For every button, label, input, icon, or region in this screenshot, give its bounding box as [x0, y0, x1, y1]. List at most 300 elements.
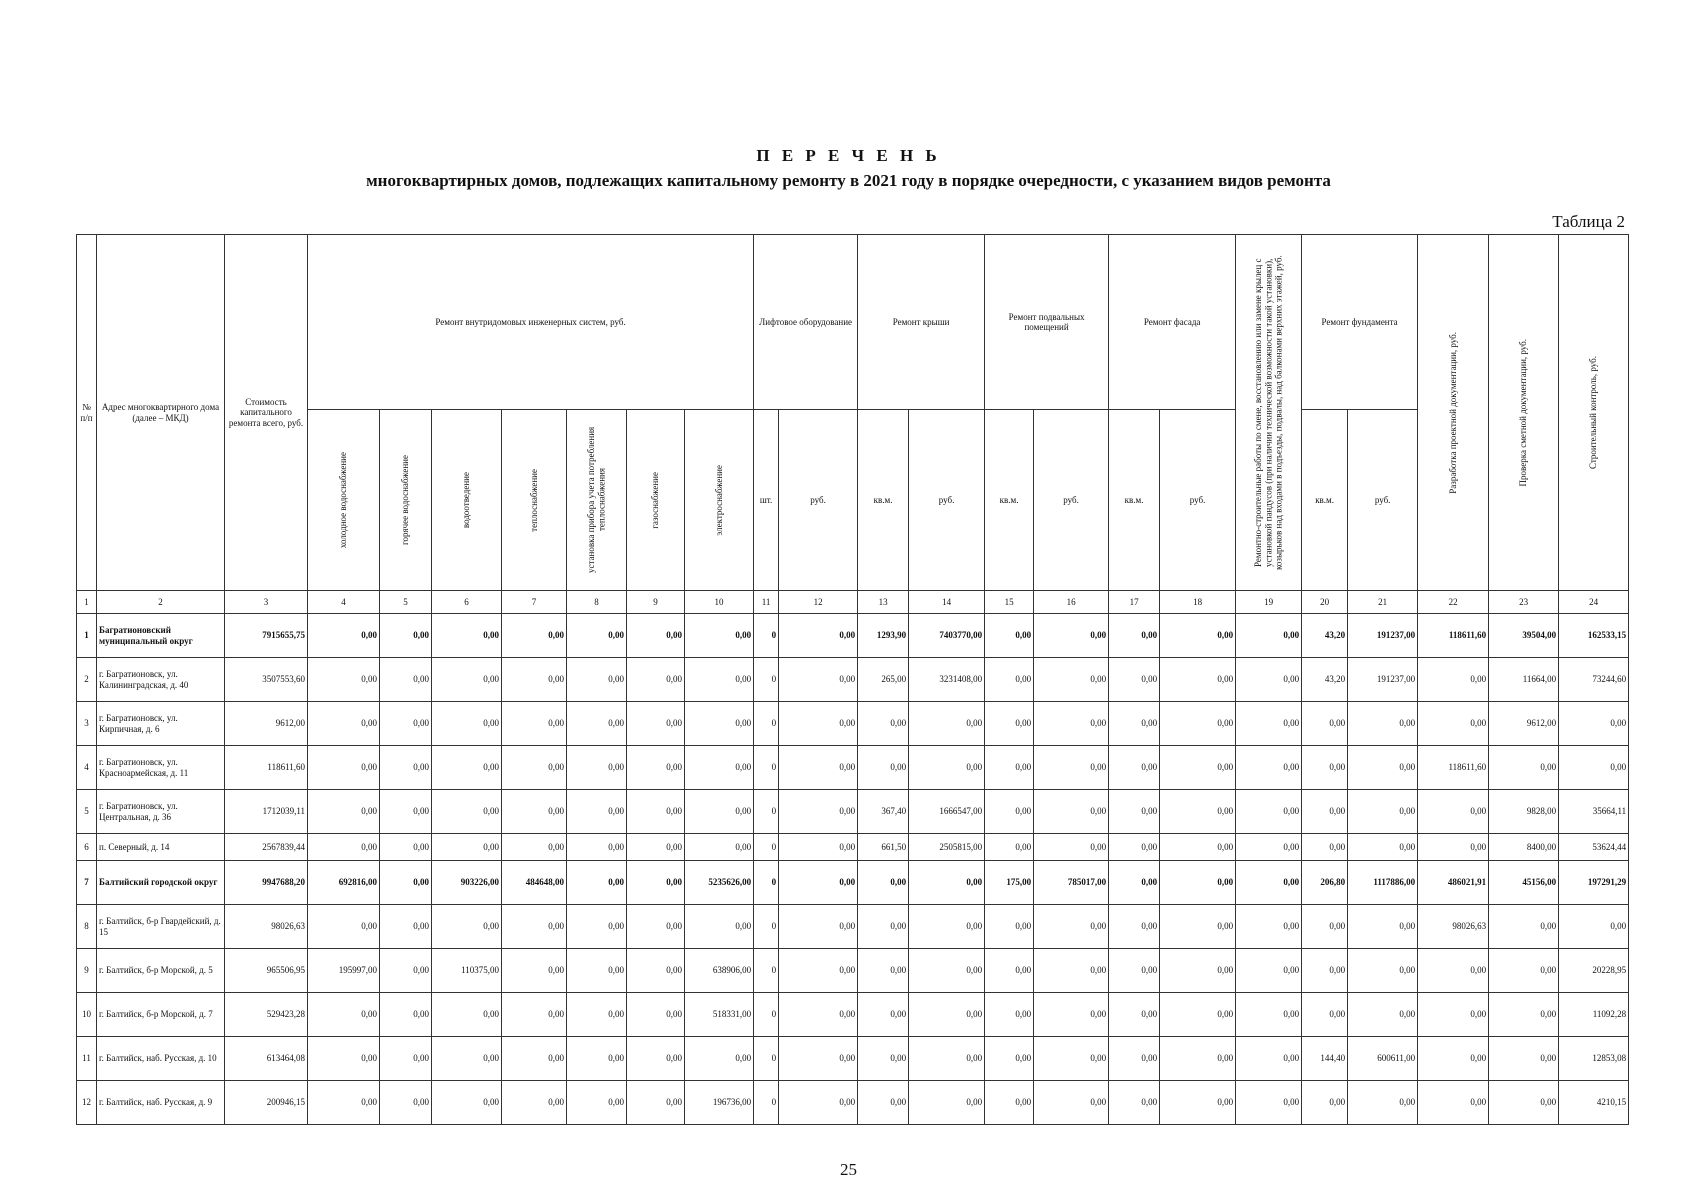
row-number: 9 — [77, 949, 97, 993]
row-value: 20228,95 — [1559, 949, 1629, 993]
table-row — [77, 746, 1629, 790]
row-value: 53624,44 — [1559, 834, 1629, 861]
row-value: 144,40 — [1302, 1037, 1348, 1081]
row-address: г. Багратионовск, ул. Красноармейская, д. 11 — [97, 746, 225, 790]
row-value: 0,00 — [627, 1037, 685, 1081]
row-value: 0,00 — [1302, 993, 1348, 1037]
row-value: 0,00 — [985, 746, 1034, 790]
row-value: 0,00 — [909, 993, 985, 1037]
row-value: 0,00 — [1418, 993, 1489, 1037]
row-value: 43,20 — [1302, 658, 1348, 702]
column-number: 8 — [567, 591, 627, 614]
row-value: 0,00 — [627, 905, 685, 949]
row-value: 0,00 — [779, 614, 858, 658]
row-value: 0,00 — [779, 1037, 858, 1081]
row-value: 0,00 — [380, 746, 432, 790]
row-value: 0,00 — [1034, 658, 1109, 702]
row-value: 0,00 — [779, 746, 858, 790]
header-eng-text: водоотведение — [461, 471, 472, 529]
row-value: 0,00 — [1160, 614, 1236, 658]
header-engineering: Ремонт внутридомовых инженерных систем, руб. — [308, 235, 754, 410]
row-value: 965506,95 — [225, 949, 308, 993]
row-number: 11 — [77, 1037, 97, 1081]
header-eng-heating — [502, 410, 567, 591]
header-eng-heat-meter — [567, 410, 627, 591]
row-value: 175,00 — [985, 861, 1034, 905]
row-value: 0,00 — [1109, 905, 1160, 949]
table-row — [77, 949, 1629, 993]
header-construction-control — [1559, 235, 1629, 591]
row-value: 0,00 — [1236, 1037, 1302, 1081]
table-row — [77, 790, 1629, 834]
header-eng-text: электроснабжение — [713, 464, 724, 536]
row-address: г. Багратионовск, ул. Калининградская, д. 40 — [97, 658, 225, 702]
row-address: г. Багратионовск, ул. Центральная, д. 36 — [97, 790, 225, 834]
page-number: 25 — [840, 1160, 857, 1179]
row-value: 0,00 — [1034, 1081, 1109, 1125]
repair-table — [76, 234, 1629, 1125]
row-value: 0,00 — [779, 949, 858, 993]
row-value: 0,00 — [380, 905, 432, 949]
row-value: 0,00 — [567, 861, 627, 905]
column-number-row — [77, 591, 1629, 614]
header-total: Стоимость капитального ремонта всего, руб. — [225, 235, 308, 591]
column-number: 13 — [858, 591, 909, 614]
row-value: 0,00 — [1160, 790, 1236, 834]
row-value: 0,00 — [627, 746, 685, 790]
row-value: 0,00 — [1348, 702, 1418, 746]
row-value: 0,00 — [1348, 993, 1418, 1037]
row-value: 0,00 — [1236, 614, 1302, 658]
row-address: Балтийский городской округ — [97, 861, 225, 905]
row-value: 0,00 — [909, 702, 985, 746]
row-value: 0,00 — [432, 702, 502, 746]
header-design-docs-text: Разработка проектной документации, руб. — [1447, 331, 1458, 494]
row-value: 0,00 — [380, 1037, 432, 1081]
row-address: г. Балтийск, б-р Морской, д. 5 — [97, 949, 225, 993]
column-number: 17 — [1109, 591, 1160, 614]
row-value: 73244,60 — [1559, 658, 1629, 702]
row-value: 0,00 — [1489, 1081, 1559, 1125]
row-value: 0,00 — [308, 746, 380, 790]
header-unit-rub: руб. — [779, 410, 858, 591]
row-value: 0 — [754, 790, 779, 834]
row-value: 0,00 — [502, 658, 567, 702]
header-basement: Ремонт подвальных помещений — [985, 235, 1109, 410]
row-number: 10 — [77, 993, 97, 1037]
row-value: 0,00 — [567, 949, 627, 993]
row-number: 1 — [77, 614, 97, 658]
row-value: 600611,00 — [1348, 1037, 1418, 1081]
table-row — [77, 905, 1629, 949]
row-value: 0,00 — [1034, 905, 1109, 949]
row-value: 0,00 — [1034, 834, 1109, 861]
row-value: 0,00 — [1109, 790, 1160, 834]
row-value: 0,00 — [627, 861, 685, 905]
column-number: 24 — [1559, 591, 1629, 614]
column-number: 7 — [502, 591, 567, 614]
column-number: 15 — [985, 591, 1034, 614]
row-value: 0,00 — [858, 746, 909, 790]
row-value: 0,00 — [1034, 702, 1109, 746]
header-roof: Ремонт крыши — [858, 235, 985, 410]
row-value: 0,00 — [502, 993, 567, 1037]
column-number: 21 — [1348, 591, 1418, 614]
row-value: 0 — [754, 993, 779, 1037]
row-value: 0 — [754, 702, 779, 746]
row-value: 0,00 — [432, 1037, 502, 1081]
row-value: 0,00 — [909, 905, 985, 949]
row-value: 0,00 — [380, 790, 432, 834]
row-value: 0,00 — [1302, 702, 1348, 746]
row-value: 11092,28 — [1559, 993, 1629, 1037]
row-value: 118611,60 — [1418, 614, 1489, 658]
row-value: 0,00 — [567, 1037, 627, 1081]
row-number: 8 — [77, 905, 97, 949]
row-value: 0,00 — [685, 614, 754, 658]
row-value: 0,00 — [1489, 1037, 1559, 1081]
row-value: 0,00 — [1559, 746, 1629, 790]
row-value: 529423,28 — [225, 993, 308, 1037]
document-title: П Е Р Е Ч Е Н Ь — [756, 146, 941, 165]
header-eng-text: холодное водоснабжение — [338, 451, 349, 549]
row-value: 118611,60 — [1418, 746, 1489, 790]
row-value: 0,00 — [1236, 949, 1302, 993]
row-value: 0,00 — [1160, 658, 1236, 702]
row-value: 0 — [754, 1081, 779, 1125]
row-address: г. Балтийск, б-р Гвардейский, д. 15 — [97, 905, 225, 949]
header-eng-text: теплоснабжение — [528, 468, 539, 532]
row-value: 0 — [754, 746, 779, 790]
row-value: 0,00 — [1418, 658, 1489, 702]
row-value: 0,00 — [1160, 861, 1236, 905]
row-value: 0,00 — [779, 993, 858, 1037]
row-value: 0,00 — [1160, 1037, 1236, 1081]
row-value: 0,00 — [1418, 1081, 1489, 1125]
header-unit-rub: руб. — [1034, 410, 1109, 591]
row-value: 0,00 — [627, 790, 685, 834]
row-value: 0,00 — [1160, 702, 1236, 746]
row-value: 39504,00 — [1489, 614, 1559, 658]
row-value: 0,00 — [1109, 1037, 1160, 1081]
row-value: 0,00 — [685, 905, 754, 949]
row-value: 903226,00 — [432, 861, 502, 905]
row-value: 0,00 — [567, 905, 627, 949]
row-value: 0,00 — [308, 905, 380, 949]
header-unit-sqm: кв.м. — [985, 410, 1034, 591]
row-value: 0,00 — [308, 1037, 380, 1081]
row-number: 12 — [77, 1081, 97, 1125]
row-value: 0,00 — [1348, 790, 1418, 834]
row-value: 0,00 — [308, 614, 380, 658]
row-value: 0,00 — [432, 790, 502, 834]
row-value: 486021,91 — [1418, 861, 1489, 905]
row-value: 0,00 — [779, 790, 858, 834]
row-value: 0,00 — [685, 702, 754, 746]
row-value: 0,00 — [432, 993, 502, 1037]
row-value: 0,00 — [502, 834, 567, 861]
row-value: 4210,15 — [1559, 1081, 1629, 1125]
row-value: 9828,00 — [1489, 790, 1559, 834]
row-value: 0 — [754, 1037, 779, 1081]
row-value: 0,00 — [1348, 834, 1418, 861]
row-value: 0,00 — [1236, 905, 1302, 949]
row-value: 0,00 — [779, 861, 858, 905]
row-value: 0,00 — [502, 790, 567, 834]
row-value: 0,00 — [1348, 1081, 1418, 1125]
row-value: 367,40 — [858, 790, 909, 834]
row-value: 1712039,11 — [225, 790, 308, 834]
row-value: 0,00 — [985, 834, 1034, 861]
row-value: 206,80 — [1302, 861, 1348, 905]
row-value: 0,00 — [1418, 949, 1489, 993]
table-row — [77, 861, 1629, 905]
row-value: 0,00 — [1348, 949, 1418, 993]
row-value: 9947688,20 — [225, 861, 308, 905]
row-value: 0,00 — [567, 993, 627, 1037]
row-value: 0 — [754, 658, 779, 702]
row-value: 0,00 — [627, 993, 685, 1037]
row-value: 0,00 — [1489, 993, 1559, 1037]
row-value: 1666547,00 — [909, 790, 985, 834]
row-value: 0,00 — [567, 1081, 627, 1125]
table-row — [77, 993, 1629, 1037]
header-unit-rub: руб. — [1348, 410, 1418, 591]
header-unit-sqm: кв.м. — [858, 410, 909, 591]
header-eng-text: газоснабжение — [650, 471, 661, 529]
row-value: 8400,00 — [1489, 834, 1559, 861]
row-value: 196736,00 — [685, 1081, 754, 1125]
column-number: 19 — [1236, 591, 1302, 614]
header-col19 — [1236, 235, 1302, 591]
row-value: 0,00 — [779, 658, 858, 702]
column-number: 1 — [77, 591, 97, 614]
row-value: 0,00 — [858, 702, 909, 746]
row-value: 0,00 — [380, 658, 432, 702]
row-value: 0,00 — [779, 702, 858, 746]
row-number: 7 — [77, 861, 97, 905]
row-value: 1293,90 — [858, 614, 909, 658]
row-value: 0,00 — [1236, 861, 1302, 905]
header-eng-gas — [627, 410, 685, 591]
row-value: 0,00 — [909, 1037, 985, 1081]
row-value: 0,00 — [567, 658, 627, 702]
column-number: 9 — [627, 591, 685, 614]
column-number: 23 — [1489, 591, 1559, 614]
row-value: 0,00 — [1348, 905, 1418, 949]
row-value: 0,00 — [1109, 949, 1160, 993]
row-value: 0,00 — [1348, 746, 1418, 790]
header-eng-text: горячее водоснабжение — [400, 455, 411, 545]
row-value: 0,00 — [1418, 702, 1489, 746]
row-value: 195997,00 — [308, 949, 380, 993]
row-value: 0,00 — [308, 790, 380, 834]
row-value: 98026,63 — [1418, 905, 1489, 949]
row-value: 0,00 — [858, 1081, 909, 1125]
document-subtitle: многоквартирных домов, подлежащих капитальному ремонту в 2021 году в порядке очередности, с указанием видов ремонта — [366, 171, 1331, 190]
row-value: 0,00 — [1109, 834, 1160, 861]
header-eng-electric — [685, 410, 754, 591]
row-value: 0,00 — [1034, 1037, 1109, 1081]
row-value: 0,00 — [985, 1081, 1034, 1125]
row-value: 0,00 — [380, 834, 432, 861]
row-value: 0,00 — [627, 658, 685, 702]
row-value: 0,00 — [1302, 746, 1348, 790]
column-number: 3 — [225, 591, 308, 614]
column-number: 4 — [308, 591, 380, 614]
row-value: 110375,00 — [432, 949, 502, 993]
row-value: 0,00 — [779, 905, 858, 949]
row-value: 0,00 — [567, 746, 627, 790]
column-number: 6 — [432, 591, 502, 614]
header-no: № п/п — [77, 235, 97, 591]
row-value: 0,00 — [1236, 790, 1302, 834]
header-estimate-check — [1489, 235, 1559, 591]
row-number: 3 — [77, 702, 97, 746]
row-value: 0,00 — [502, 905, 567, 949]
row-value: 0,00 — [1034, 746, 1109, 790]
row-value: 0,00 — [1302, 790, 1348, 834]
row-value: 0,00 — [1236, 834, 1302, 861]
row-value: 0,00 — [909, 1081, 985, 1125]
row-value: 0,00 — [380, 702, 432, 746]
header-unit-sqm: кв.м. — [1109, 410, 1160, 591]
row-value: 0,00 — [1236, 1081, 1302, 1125]
header-eng-cold-water — [308, 410, 380, 591]
row-value: 35664,11 — [1559, 790, 1629, 834]
table-row — [77, 702, 1629, 746]
row-value: 0,00 — [1034, 993, 1109, 1037]
header-unit-pcs: шт. — [754, 410, 779, 591]
row-value: 265,00 — [858, 658, 909, 702]
row-value: 0,00 — [627, 834, 685, 861]
column-number: 22 — [1418, 591, 1489, 614]
row-value: 0,00 — [779, 834, 858, 861]
row-value: 11664,00 — [1489, 658, 1559, 702]
row-value: 0,00 — [909, 949, 985, 993]
row-value: 0,00 — [627, 702, 685, 746]
row-number: 4 — [77, 746, 97, 790]
header-design-docs — [1418, 235, 1489, 591]
header-eng-text: установка прибора учета потребления теплоснабжения — [586, 426, 607, 574]
row-value: 0,00 — [1109, 993, 1160, 1037]
row-value: 3507553,60 — [225, 658, 308, 702]
row-value: 0,00 — [985, 1037, 1034, 1081]
row-value: 0,00 — [1109, 614, 1160, 658]
row-value: 118611,60 — [225, 746, 308, 790]
row-value: 0,00 — [685, 658, 754, 702]
row-value: 613464,08 — [225, 1037, 308, 1081]
row-value: 638906,00 — [685, 949, 754, 993]
column-number: 10 — [685, 591, 754, 614]
row-value: 98026,63 — [225, 905, 308, 949]
row-address: г. Балтийск, наб. Русская, д. 10 — [97, 1037, 225, 1081]
row-value: 0,00 — [380, 614, 432, 658]
row-value: 7915655,75 — [225, 614, 308, 658]
row-value: 0,00 — [432, 905, 502, 949]
row-value: 0,00 — [685, 746, 754, 790]
row-value: 0,00 — [985, 905, 1034, 949]
table-label: Таблица 2 — [1552, 212, 1625, 231]
row-value: 0,00 — [432, 834, 502, 861]
row-value: 0 — [754, 861, 779, 905]
row-value: 0,00 — [502, 614, 567, 658]
table-row — [77, 1037, 1629, 1081]
header-unit-sqm: кв.м. — [1302, 410, 1348, 591]
row-value: 0,00 — [1302, 834, 1348, 861]
row-value: 0,00 — [1302, 1081, 1348, 1125]
row-value: 785017,00 — [1034, 861, 1109, 905]
table-row — [77, 614, 1629, 658]
row-value: 0,00 — [1236, 658, 1302, 702]
row-value: 0,00 — [1236, 746, 1302, 790]
row-value: 0,00 — [1160, 1081, 1236, 1125]
row-value: 0,00 — [1109, 658, 1160, 702]
row-value: 0,00 — [1109, 861, 1160, 905]
row-value: 0,00 — [308, 1081, 380, 1125]
row-value: 0,00 — [308, 658, 380, 702]
header-estimate-check-text: Проверка сметной документации, руб. — [1518, 338, 1529, 487]
row-value: 7403770,00 — [909, 614, 985, 658]
row-value: 200946,15 — [225, 1081, 308, 1125]
row-value: 191237,00 — [1348, 614, 1418, 658]
row-value: 0,00 — [432, 746, 502, 790]
row-value: 0,00 — [1109, 702, 1160, 746]
row-address: г. Балтийск, наб. Русская, д. 9 — [97, 1081, 225, 1125]
row-value: 0,00 — [985, 614, 1034, 658]
table-row — [77, 1081, 1629, 1125]
row-value: 0,00 — [1109, 746, 1160, 790]
row-value: 0,00 — [1418, 790, 1489, 834]
row-value: 0,00 — [432, 614, 502, 658]
row-value: 0,00 — [1559, 702, 1629, 746]
row-value: 0,00 — [567, 702, 627, 746]
row-value: 0,00 — [627, 614, 685, 658]
row-value: 2505815,00 — [909, 834, 985, 861]
row-value: 0,00 — [985, 790, 1034, 834]
row-value: 0,00 — [685, 1037, 754, 1081]
row-value: 0,00 — [1489, 905, 1559, 949]
header-eng-drainage — [432, 410, 502, 591]
row-value: 0,00 — [308, 993, 380, 1037]
row-value: 0,00 — [502, 746, 567, 790]
row-address: г. Балтийск, б-р Морской, д. 7 — [97, 993, 225, 1037]
row-value: 197291,29 — [1559, 861, 1629, 905]
row-value: 0,00 — [909, 746, 985, 790]
column-number: 14 — [909, 591, 985, 614]
row-value: 0,00 — [1034, 614, 1109, 658]
row-value: 0 — [754, 834, 779, 861]
row-value: 0,00 — [308, 702, 380, 746]
row-value: 0,00 — [1034, 949, 1109, 993]
row-value: 0,00 — [567, 834, 627, 861]
row-value: 0,00 — [985, 658, 1034, 702]
column-number: 20 — [1302, 591, 1348, 614]
row-value: 0,00 — [858, 905, 909, 949]
row-value: 0,00 — [1236, 702, 1302, 746]
table-row — [77, 658, 1629, 702]
row-value: 0,00 — [1236, 993, 1302, 1037]
row-address: г. Багратионовск, ул. Кирпичная, д. 6 — [97, 702, 225, 746]
row-value: 0,00 — [985, 949, 1034, 993]
row-value: 191237,00 — [1348, 658, 1418, 702]
column-number: 2 — [97, 591, 225, 614]
row-value: 0,00 — [909, 861, 985, 905]
row-value: 12853,08 — [1559, 1037, 1629, 1081]
header-elevator: Лифтовое оборудование — [754, 235, 858, 410]
row-value: 0 — [754, 614, 779, 658]
row-value: 0,00 — [502, 949, 567, 993]
